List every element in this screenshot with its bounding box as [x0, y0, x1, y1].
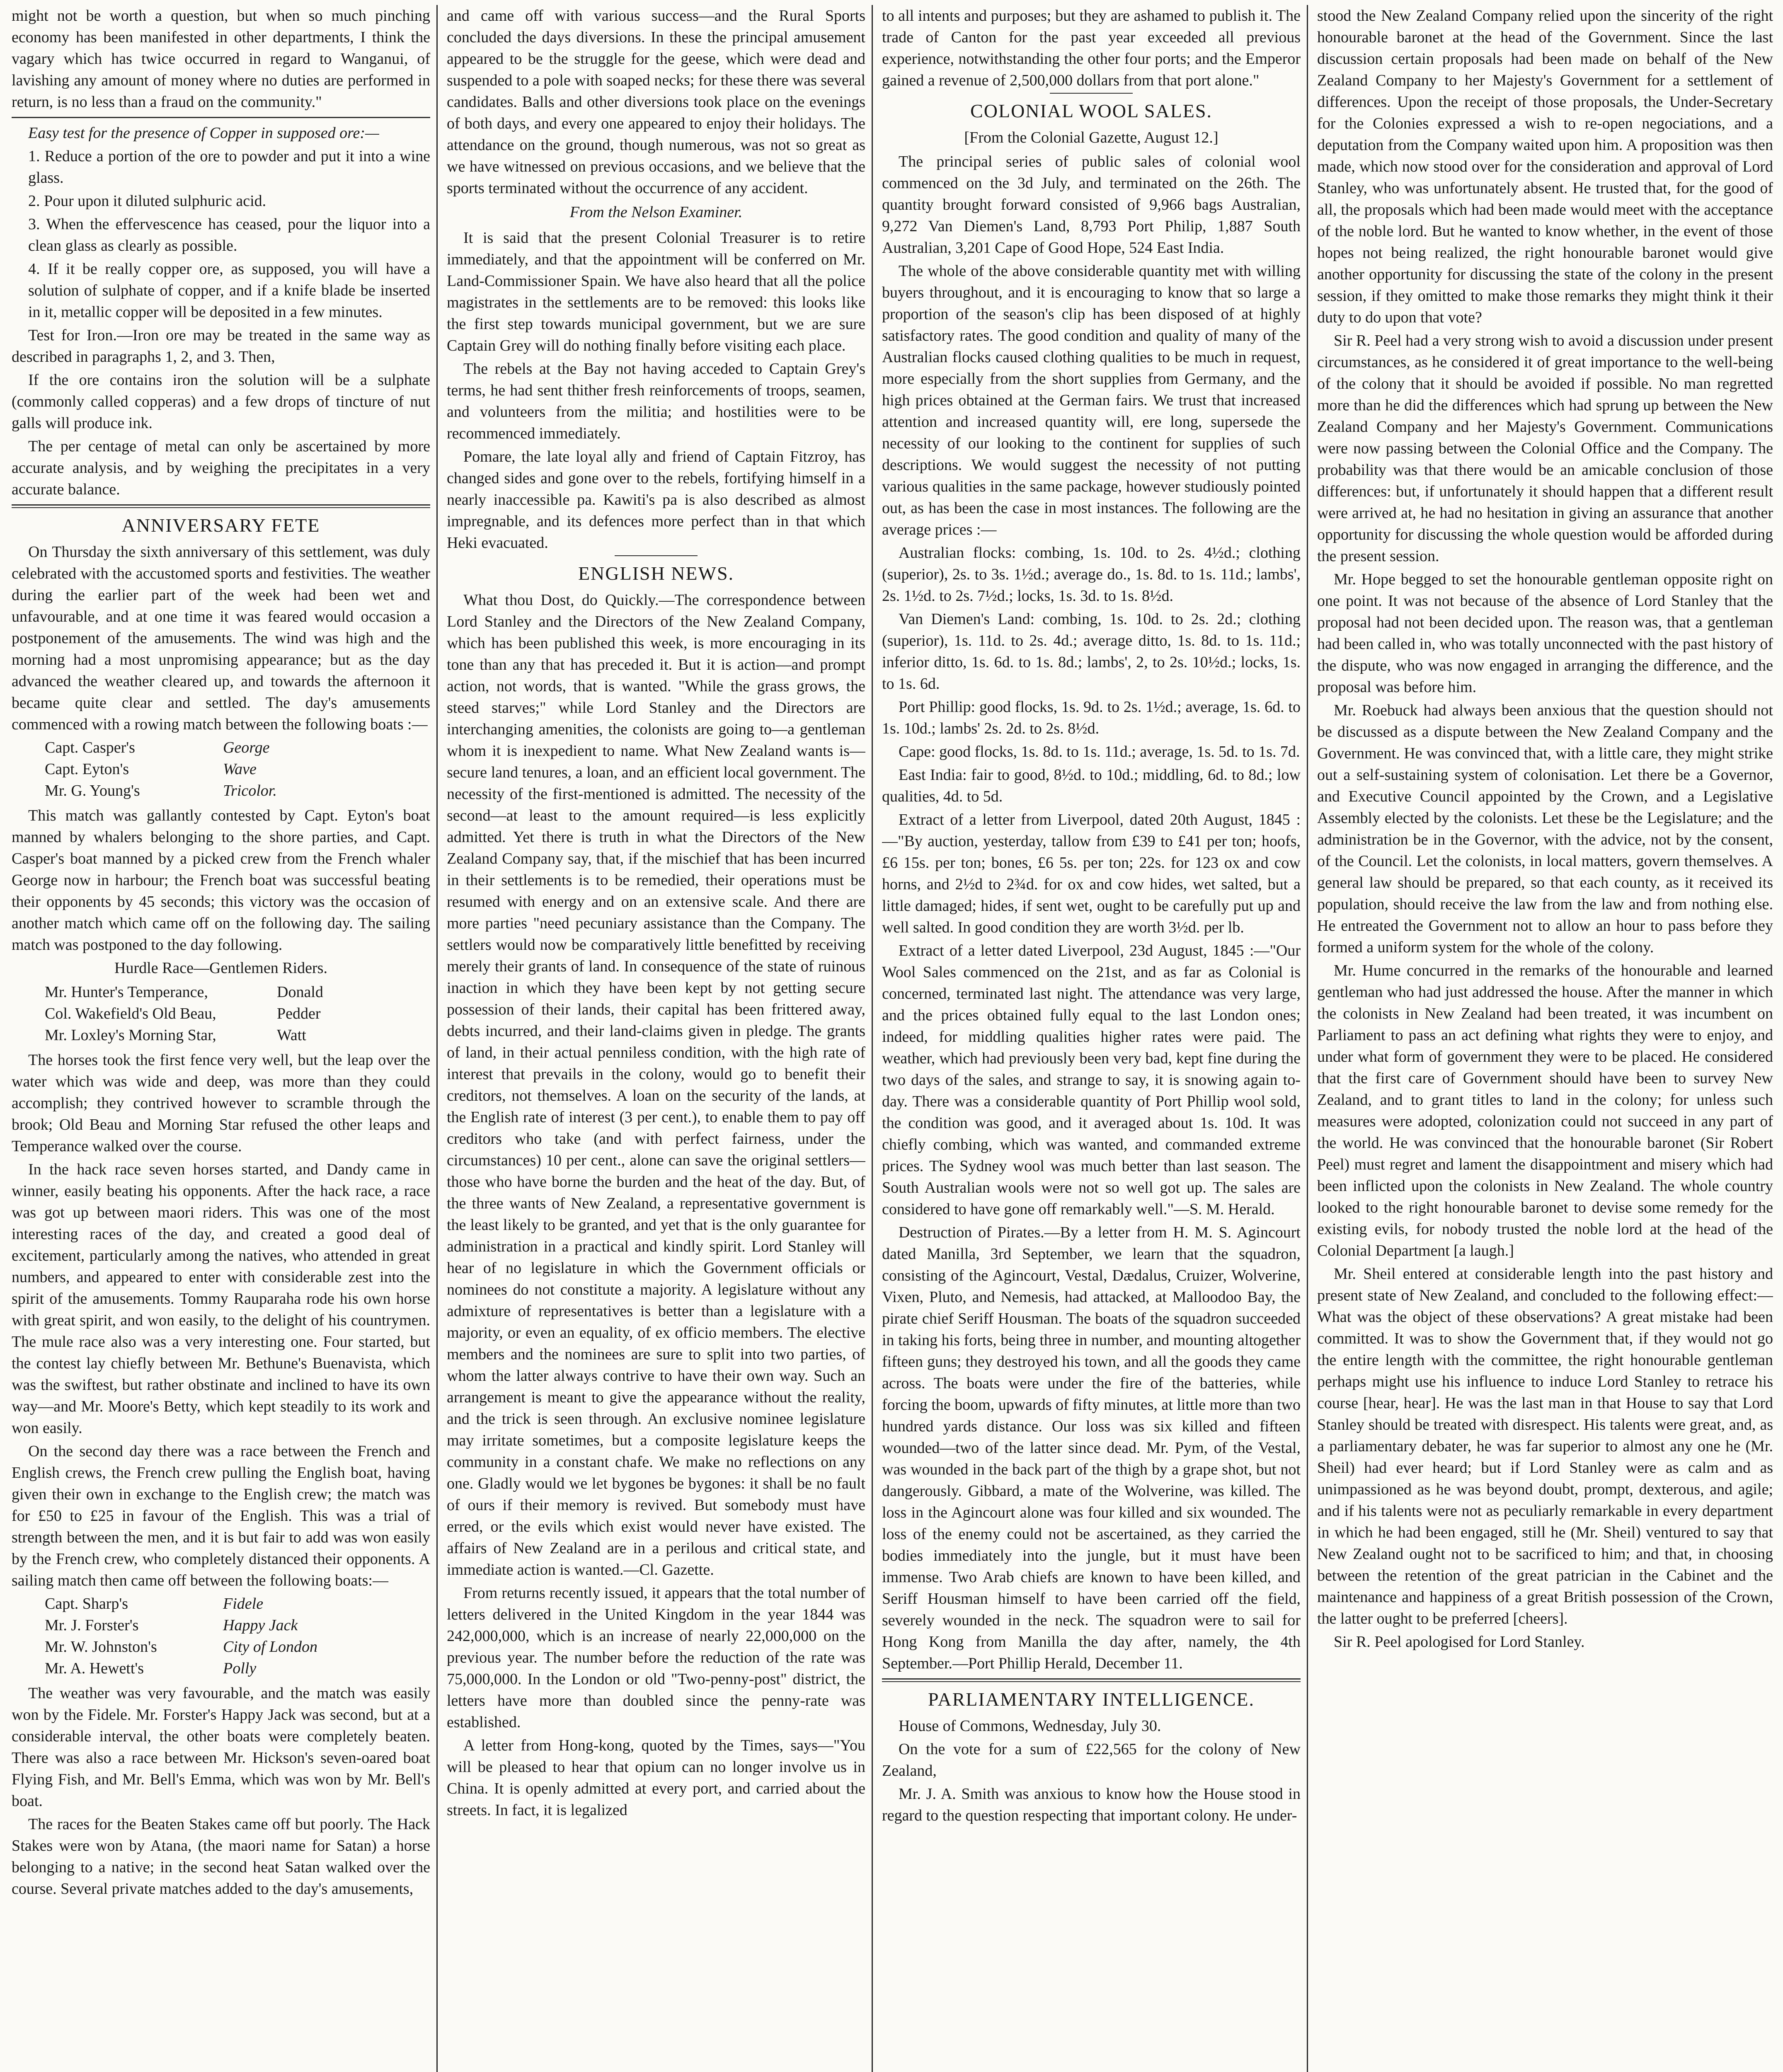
- price-entry: Cape: good flocks, 1s. 8d. to 1s. 11d.; average, 1s. 5d. to 1s. 7d.: [899, 743, 1300, 760]
- boat-owner: Capt. Casper's: [45, 739, 135, 756]
- paragraph: The principal series of public sales of colonial wool commenced on the 3d July, and terminated on the 26th. The quantity brought forward consisted of 9,966 bags Australian, 9,272 Van Diemen's Land, 8,793 Port Philip, 1,887 South Australian, 3,201 Cape of Good Hope, 524 East India.: [882, 153, 1301, 257]
- credit-text: From the Nelson Examiner.: [569, 203, 743, 221]
- list-item: [45, 1593, 430, 1615]
- paragraph: This match was gallantly contested by Capt. Eyton's boat manned by whalers belonging to the shore parties, and Capt. Casper's boat manned by a picked crew from the French whaler George now in harbour; the French boat was successful beating their opponents by 45 seconds; this victory was the occasion of another match which came off on the following day. The sailing match was postponed to the day following.: [12, 807, 430, 954]
- paragraph: to all intents and purposes; but they are ashamed to publish it. The trade of Canton for the past year exceeded all previous experience, notwithstanding the other four ports; and the Emperor gained a revenue of 2,500,000 dollars from that port alone.": [882, 7, 1301, 89]
- wool-source: [From the Colonial Gazette, August 12.]: [964, 129, 1219, 146]
- price-entry: Australian flocks: combing, 1s. 10d. to 2s. 4½d.; clothing (superior), 2s. to 3s. 1½d.; average do., 1s. 8d. to 1s. 11d.; lambs', 2s. 1½d. to 2s. 7½d.; locks, 1s. 3d. to 1s. 8½d.: [882, 544, 1301, 605]
- rider-name: Donald: [277, 983, 323, 1001]
- divider: [1050, 93, 1133, 94]
- list-item: [45, 780, 430, 801]
- paragraph: stood the New Zealand Company relied upon the sincerity of the right honourable baronet at the head of the Government. Since the last discussion certain proposals had been made on behalf of the New Zealand Company to her Majesty's Government for a settlement of differences. Upon the receipt of those proposals, the Under-Secretary for the Colonies expressed a wish to re-open negociations, and a deputation from the Company waited upon him. A proposition was then made, which now stood over for the consideration and approval of Lord Stanley, who was unfortunately absent. He trusted that, for the good of all, the proposals which had been made would meet with the acceptance of the noble lord. But he wanted to know whether, in the event of those hopes not being realized, the right honourable baronet would give another opportunity for discussing the state of the colony in the present session, if they omitted to make those remarks they might think it their duty to do upon that vote?: [1317, 7, 1773, 326]
- boat-owner: Mr. W. Johnston's: [45, 1638, 157, 1656]
- iron-test: Test for Iron.—Iron ore may be treated in the same way as described in paragraphs 1, 2, and 3. Then,: [12, 327, 430, 366]
- paragraph: The rebels at the Bay not having acceded to Captain Grey's terms, he had sent thither fresh reinforcements of troops, seamen, and volunteers from the militia; and hostilities were to be recommenced immediately.: [447, 360, 865, 442]
- paragraph: The horses took the first fence very well, but the leap over the water which was wide and deep, was more than they could accomplish; they contrived however to scramble through the brook; Old Beau and Morning Star refused the other leaps and Temperance walked over the course.: [12, 1051, 430, 1155]
- paragraph: Pomare, the late loyal ally and friend of Captain Fitzroy, has changed sides and gone over to the rebels, fortifying himself in a nearly inaccessible pa. Kawiti's pa is also described as almost impregnable, and its defences more perfect than in that which Heki evacuated.: [447, 448, 865, 552]
- list-item: [45, 758, 430, 780]
- list-item: [45, 1003, 430, 1024]
- column-3: [882, 5, 1301, 2072]
- paragraph: Extract of a letter dated Liverpool, 23d August, 1845 :—"Our Wool Sales commenced on the 21st, and as far as Colonial is concerned, terminated last night. The attendance was very large, and the prices obtained fully equal to the last London ones; indeed, for middling qualities higher rates were paid. The weather, which had previously been very bad, kept fine during the two days of the sales, and strange to say, it is snowing again to-day. There was a considerable quantity of Port Phillip wool sold, the condition was good, and it averaged about 1s. 10d. It was chiefly combing, which was wanted, and commanded extreme prices. The Sydney wool was much better than last season. The South Australian wools were not so well got up. The sales are considered to have gone off remarkably well."—S. M. Herald.: [882, 942, 1301, 1218]
- copper-test-heading: Easy test for the presence of Copper in supposed ore:—: [28, 124, 379, 142]
- paragraph: A letter from Hong-kong, quoted by the Times, says—"You will be pleased to hear that opium can no longer involve us in China. It is openly admitted at every port, and carried about the streets. In fact, it is legalized: [447, 1737, 865, 1819]
- rowing-boats-list: [45, 737, 430, 801]
- rider-name: Pedder: [277, 1005, 321, 1022]
- horse-entry: Mr. Loxley's Morning Star,: [45, 1026, 216, 1044]
- paragraph: On the vote for a sum of £22,565 for the colony of New Zealand,: [882, 1740, 1301, 1779]
- paragraph: From returns recently issued, it appears that the total number of letters delivered in the United Kingdom in the year 1844 was 242,000,000, which is an increase of nearly 22,000,000 on the previous year. The number before the reduction of the rate was 75,000,000. In the London or old "Two-penny-post" district, the letters have more than doubled since the penny-rate was established.: [447, 1584, 865, 1731]
- horse-entry: Mr. Hunter's Temperance,: [45, 983, 208, 1001]
- column-2: [447, 5, 865, 2072]
- list-item: [45, 981, 430, 1003]
- boat-owner: Mr. J. Forster's: [45, 1617, 139, 1634]
- list-item: [45, 737, 430, 758]
- boat-owner: Capt. Sharp's: [45, 1595, 128, 1612]
- boat-name: George: [223, 739, 270, 756]
- paragraph: Sir R. Peel had a very strong wish to avoid a discussion under present circumstances, as he considered it of great importance to the well-being of the colony that it should be avoided if possible. No man regretted more than he did the differences which had sprung up between the New Zealand Company and her Majesty's Government. Communications were now passing between the Colonial Office and the Company. The probability was that there would be an amicable conclusion of those differences: but, if unfortunately it should happen that a different result were arrived at, he had no hesitation in giving an assurance that another opportunity for discussing the whole question would be afforded during the present session.: [1317, 332, 1773, 565]
- boat-name: Wave: [223, 760, 257, 778]
- paragraph: The weather was very favourable, and the match was easily won by the Fidele. Mr. Forster's Happy Jack was second, but at a considerable interval, the other boats were completely beaten. There was also a race between Mr. Hickson's seven-oared boat Flying Fish, and Mr. Bell's Emma, which was won by Mr. Bell's boat.: [12, 1685, 430, 1810]
- divider: [12, 504, 430, 508]
- boat-owner: Mr. A. Hewett's: [45, 1660, 144, 1677]
- parliamentary-intelligence-heading: PARLIAMENTARY INTELLIGENCE.: [928, 1689, 1255, 1710]
- column-rule: [872, 5, 873, 2072]
- source-credit: [447, 201, 865, 223]
- divider: [882, 1678, 1301, 1682]
- english-news-heading: ENGLISH NEWS.: [578, 563, 734, 584]
- list-item: [45, 1024, 430, 1046]
- price-entry: East India: fair to good, 8½d. to 10d.; middling, 6d. to 8d.; low qualities, 4d. to 5d.: [882, 766, 1301, 805]
- divider: [12, 117, 430, 118]
- paragraph: If the ore contains iron the solution will be a sulphate (commonly called copperas) and a few drops of tincture of nut galls will produce ink.: [12, 371, 430, 432]
- paragraph: The races for the Beaten Stakes came off but poorly. The Hack Stakes were won by Atana, (the maori name for Satan) a horse belonging to a native; in the second heat Satan walked over the course. Several private matches added to the day's amusements,: [12, 1815, 430, 1898]
- copper-test-steps: [12, 145, 430, 323]
- anniversary-fete-heading: ANNIVERSARY FETE: [121, 515, 320, 536]
- boat-name: Happy Jack: [223, 1617, 298, 1634]
- paragraph: It is said that the present Colonial Treasurer is to retire immediately, and that the appointment will be conferred on Mr. Land-Commissioner Spain. We have also heard that all the police magistrates in the settlements are to be removed: this looks like the first step towards municipal government, but we are sure Captain Grey will do nothing finally before visiting each place.: [447, 229, 865, 354]
- copper-step: 4. If it be really copper ore, as supposed, you will have a solution of sulphate of copper, and if a knife blade be inserted in it, metallic copper will be deposited in a few minutes.: [28, 260, 430, 321]
- paragraph: House of Commons, Wednesday, July 30.: [899, 1717, 1161, 1735]
- paragraph: Extract of a letter from Liverpool, dated 20th August, 1845 :—"By auction, yesterday, tallow from £39 to £41 per ton; hoofs, £6 15s. per ton; bones, £6 5s. per ton; 22s. for 123 ox and cow horns, and 2½d to 2¾d. for ox and cow hides, wet salted, but a little damaged; hides, if sent wet, ought to be carefully put up and well salted. In good condition they are worth 3½d. per lb.: [882, 811, 1301, 936]
- paragraph: Sir R. Peel apologised for Lord Stanley.: [1334, 1633, 1585, 1651]
- column-4: [1317, 5, 1773, 2072]
- hurdle-entries-list: [45, 981, 430, 1046]
- column-rule: [1307, 5, 1308, 2072]
- copper-step: 1. Reduce a portion of the ore to powder and put it into a wine glass.: [28, 148, 430, 186]
- paragraph: The whole of the above considerable quantity met with willing buyers throughout, and it is encouraging to know that so large a proportion of the season's clip has been disposed of at highly satisfactory rates. The good condition and quality of many of the Australian flocks caused clothing qualities to be much in request, more especially from the short supplies from Germany, and the high prices obtained at the German fairs. We trust that increased attention and increased quantity will, ere long, supersede the necessity of our looking to the continent for supplies of such descriptions. We would suggest the necessity of not putting various qualities in the same package, however studiously pointed out, as has been the case in most instances. The following are the average prices :—: [882, 262, 1301, 538]
- boat-name: City of London: [223, 1638, 318, 1656]
- sailing-boats-list: [45, 1593, 430, 1679]
- boat-name: Tricolor.: [223, 782, 277, 799]
- boat-owner: Mr. G. Young's: [45, 782, 140, 799]
- paragraph: Mr. Sheil entered at considerable length into the past history and present state of New Zealand, and concluded to the following effect:—What was the object of these observations? A great mistake had been committed. It was to show the Government that, if they would not go the entire length with the committee, the right honourable gentleman perhaps might use his influence to induce Lord Stanley to retrace his course [hear, hear]. He was the last man in that House to say that Lord Stanley should be treated with disrespect. His talents were great, and, as a parliamentary debater, he was far superior to almost any one he (Mr. Sheil) had ever heard; but if Lord Stanley were as calm and as unimpassioned as he was beyond doubt, prompt, dexterous, and agile; and if his talents were not as peculiarly remarkable in every department in which he had been engaged, still he (Mr. Sheil) ventured to say that New Zealand ought not to be sacrificed to him; and that, in choosing between the retention of the great patrician in the Cabinet and the maintenance and happiness of a great British possession of the Crown, the latter ought to be preferred [cheers].: [1317, 1265, 1773, 1627]
- rider-name: Watt: [277, 1026, 306, 1044]
- paragraph: Mr. Roebuck had always been anxious that the question should not be discussed as a dispute between the New Zealand Company and the Government. He was convinced that, with a little care, they might strike out a self-sustaining system of colonisation. Let there be a Governor, and Executive Council appointed by the Crown, and a Legislative Assembly elected by the colonists. Let these be the Legislature; and the administration be in the Governor, with the advice, not by the consent, of the Council. Let the colonists, in local matters, govern themselves. A general law should be prepared, so that each county, as it received its population, should receive the law from the law and from nothing else. He entreated the Government not to allow an hour to pass before they formed a uniform system for the whole of the colony.: [1317, 702, 1773, 956]
- paragraph: The per centage of metal can only be ascertained by more accurate analysis, and by weighing the precipitates in a very accurate balance.: [12, 438, 430, 498]
- paragraph: In the hack race seven horses started, and Dandy came in winner, easily beating his opponents. After the hack race, a race was got up between maori riders. This was one of the most interesting races of the day, and created a good deal of excitement, particularly among the natives, who attended in great numbers, and appeared to enter with considerable zest into the spirit of the amusements. Tommy Rauparaha rode his own horse with great spirit, and won easily, to the delight of his countrymen. The mule race also was a very interesting one. Four started, but the contest lay chiefly between Mr. Bethune's Buenavista, which was the swiftest, but rather obstinate and inclined to have its own way—and Mr. Moore's Betty, which kept steadily to its work and won easily.: [12, 1161, 430, 1437]
- hurdle-race-heading: Hurdle Race—Gentlemen Riders.: [114, 959, 327, 977]
- paragraph: Mr. J. A. Smith was anxious to know how the House stood in regard to the question respecting that important colony. He under-: [882, 1785, 1301, 1824]
- paragraph: On Thursday the sixth anniversary of this settlement, was duly celebrated with the accustomed sports and festivities. The weather during the earlier part of the week had been wet and unfavourable, and at one time it was feared would occasion a postponement of the amusements. The wind was high and the morning had a most unpromising appearance; but as the day advanced the weather cleared up, and towards the afternoon it became quite clear and settled. The day's amusements commenced with a rowing match between the following boats :—: [12, 543, 430, 733]
- paragraph: On the second day there was a race between the French and English crews, the French crew pulling the English boat, having given their own in exchange to the English crew; the match was for £50 to £25 in favour of the English. This was a trial of strength between the men, and it is but fair to add was won easily by the French crew, who completely distanced their opponents. A sailing match then came off between the following boats:—: [12, 1443, 430, 1589]
- list-item: [45, 1658, 430, 1679]
- paragraph: Mr. Hope begged to set the honourable gentleman opposite right on one point. It was not because of the absence of Lord Stanley that the proposal had not been decided upon. The reason was, that a gentleman had been called in, who was totally unconnected with the past history of the dispute, who was now engaged in arranging the difference, and the proposal was before him.: [1317, 571, 1773, 696]
- copper-step: 2. Pour upon it diluted sulphuric acid.: [28, 192, 266, 210]
- price-entry: Port Phillip: good flocks, 1s. 9d. to 2s. 1½d.; average, 1s. 6d. to 1s. 10d.; lambs' 2s. 2d. to 2s. 8½d.: [882, 698, 1301, 737]
- boat-name: Polly: [223, 1660, 257, 1677]
- paragraph: Mr. Hume concurred in the remarks of the honourable and learned gentleman who had just addressed the house. After the manner in which the colonists in New Zealand had been treated, it was incumbent on Parliament to pass an act defining what rights they were to enjoy, and under what form of government they were to be placed. He considered that the first care of Government should have been to survey New Zealand, and to grant titles to land in the colony; for unless such measures were adopted, colonization could not succeed in any part of the world. He was convinced that the honourable baronet (Sir Robert Peel) must regret and lament the disappointment and misery which had been inflicted upon the colonists in New Zealand. The whole country looked to the right honourable baronet to devise some remedy for the existing evils, for nobody trusted the noble lord at the head of the Colonial Department [a laugh.]: [1317, 962, 1773, 1259]
- paragraph: might not be worth a question, but when so much pinching economy has been manifested in other departments, I think the vagary which has twice occurred in regard to Wanganui, of lavishing any amount of money where no duties are performed in return, is no less than a fraud on the community.": [12, 7, 430, 111]
- paragraph: What thou Dost, do Quickly.—The correspondence between Lord Stanley and the Directors of the New Zealand Company, which has been published this week, is more encouraging in its tone than any that has preceded it. But it is action—and prompt action, not words, that is wanted. "While the grass grows, the steed starves;" while Lord Stanley and the Directors are interchanging amenities, the colonists are going to—a gentleman whom it is inexpedient to name. What New Zealand wants is—secure land tenures, a loan, and an efficient local government. The necessity of the first-mentioned is admitted. The necessity of the second—at least to the amount required—is less explicitly admitted. Yet there is truth in what the Directors of the New Zealand Company say, that, if the mischief that has been incurred in their settlements is to be remedied, their operations must be resumed with energy and on an extensive scale. And there are more parties "need pecuniary assistance than the Company. The settlers would now be comparatively little benefitted by receiving merely their grants of land. In consequence of the state of ruinous inaction in which they have been kept by not getting secure possession of their lands, their capital has been frittered away, debts incurred, and their land-claims given in pledge. The grants of land, in their actual penniless condition, with the high rate of interest that prevails in the colony, would go to benefit their creditors, not themselves. A loan on the security of the lands, at the English rate of interest (3 per cent.), to enable them to pay off creditors who take (and with perfect fairness, under the circumstances) 10 per cent., alone can save the original settlers—those who have borne the burden and the heat of the day. But, of the three wants of New Zealand, a representative government is the least likely to be granted, and yet that is the only guarantee for administration in a practical and kindly spirit. Lord Stanley will hear of no legislature in which the Government officials or nominees do not constitute a majority. A legislature without any admixture of representatives is better than a legislature with a majority, or even an equality, of ex officio members. The elective members and the nominees are sure to split into two parties, of whom the latter always contrive to have their own way. Such an arrangement is meant to give the appearance without the reality, and the trick is seen through. An exclusive nominee legislature may irritate sometimes, but a composite legislature keeps the community in a constant chafe. We make no reflections on any one. Gladly would we let bygones be bygones: it shall be no fault of ours if their memory is revived. But somebody must have erred, or the evils which exist would never have existed. The affairs of New Zealand are in a perilous and critical state, and immediate action is wanted.—Cl. Gazette.: [447, 591, 865, 1578]
- list-item: [45, 1636, 430, 1658]
- divider: [615, 555, 698, 556]
- column-rule: [436, 5, 438, 2072]
- column-1: [12, 5, 430, 2072]
- price-entry: Van Diemen's Land: combing, 1s. 10d. to 2s. 2d.; clothing (superior), 1s. 11d. to 2s. 4d.; average ditto, 1s. 8d. to 1s. 11d.; inferior ditto, 1s. 6d. to 1s. 8d.; lambs', 2, to 2s. 10½d.; locks, 1s. to 1s. 6d.: [882, 610, 1301, 692]
- paragraph: Destruction of Pirates.—By a letter from H. M. S. Agincourt dated Manilla, 3rd September, we learn that the squadron, consisting of the Agincourt, Vestal, Dædalus, Cruizer, Wolverine, Vixen, Pluto, and Nemesis, had attacked, at Malloodoo Bay, the pirate chief Seriff Housman. The boats of the squadron succeeded in taking his forts, being three in number, and mounting altogether fifteen guns; they destroyed his town, and all the goods they came across. The boats were under the fire of the batteries, while forcing the boom, upwards of fifty minutes, at little more than two hundred yards distance. Our loss was six killed and fifteen wounded—two of the latter since dead. Mr. Pym, of the Vestal, was wounded in the back part of the thigh by a grape shot, but not dangerously. Gibbard, a mate of the Wolverine, was killed. The loss in the Agincourt alone was four killed and six wounded. The loss of the enemy could not be ascertained, as they carried the bodies immediately into the jungle, but it must have been immense. Two Arab chiefs are known to have been killed, and Seriff Housman himself to have been carried off the field, severely wounded in the neck. The squadron were to sail for Hong Kong from Manilla the day after, namely, the 4th September.—Port Phillip Herald, December 11.: [882, 1224, 1301, 1672]
- horse-entry: Col. Wakefield's Old Beau,: [45, 1005, 216, 1022]
- colonial-wool-sales-heading: COLONIAL WOOL SALES.: [970, 100, 1212, 121]
- copper-step: 3. When the effervescence has ceased, pour the liquor into a clean glass as clearly as possible.: [28, 215, 430, 254]
- boat-name: Fidele: [223, 1595, 264, 1612]
- boat-owner: Capt. Eyton's: [45, 760, 129, 778]
- paragraph: and came off with various success—and the Rural Sports concluded the days diversions. In these the principal amusement appeared to be the struggle for the geese, which were dead and suspended to a pole with soaped necks; for these there was several candidates. Balls and other diversions took place on the evenings of both days, and every one appeared to enjoy their holidays. The attendance on the ground, though numerous, was not so great as we have witnessed on previous occasions, and we believe that the sports terminated without the occurrence of any accident.: [447, 7, 865, 197]
- list-item: [45, 1615, 430, 1636]
